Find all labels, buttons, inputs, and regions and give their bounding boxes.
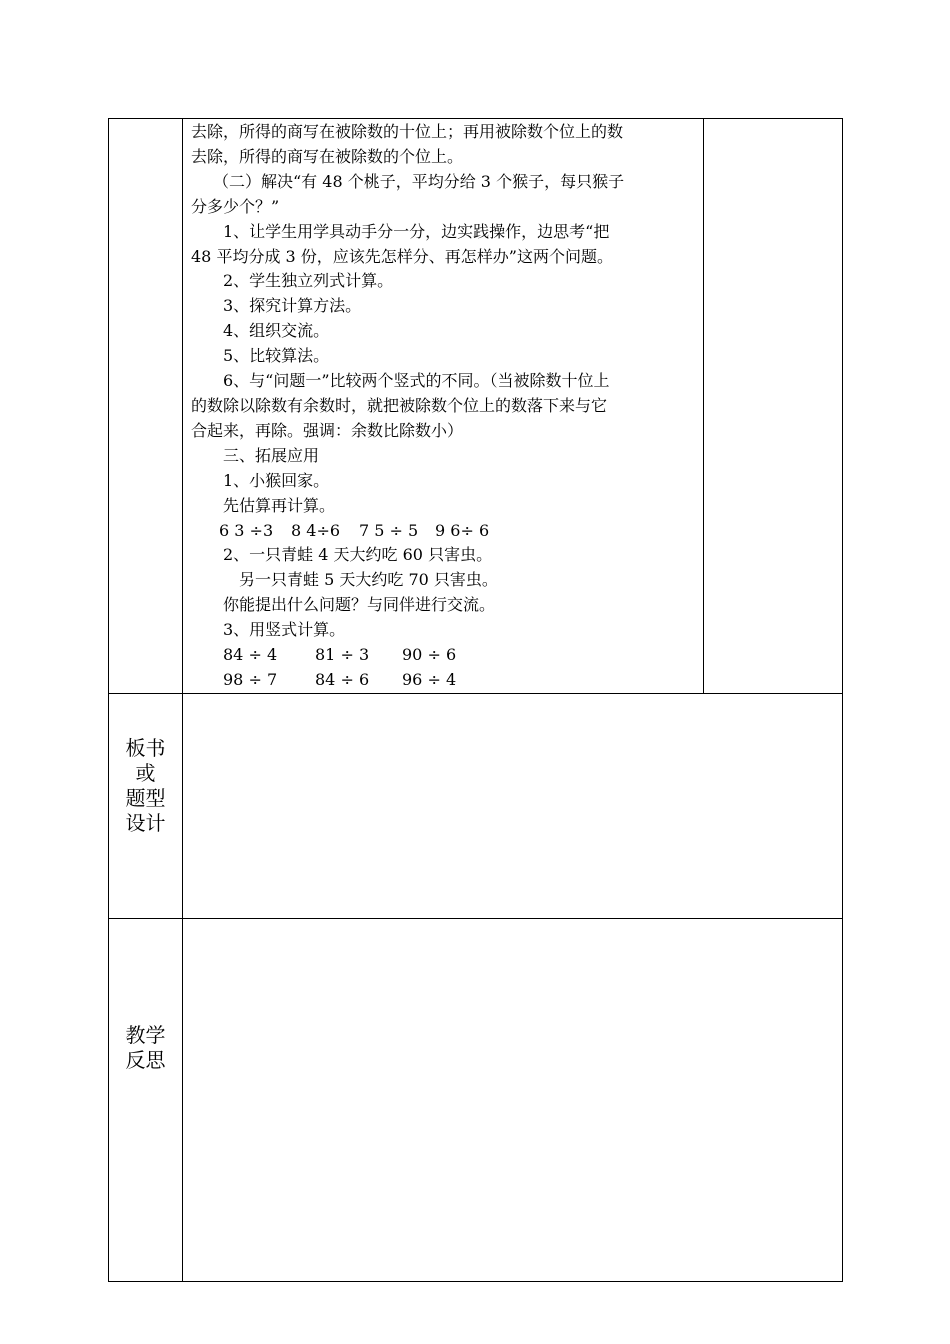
text-line: 去除，所得的商写在被除数的个位上。 xyxy=(191,146,464,166)
expression: 84 ÷ 6 xyxy=(315,669,370,689)
expression: 9 6÷ 6 xyxy=(435,520,490,540)
step-item: 3、探究计算方法。 xyxy=(223,296,362,316)
section-heading: （二）解决“有 48 个桃子，平均分给 3 个猴子，每只猴子 xyxy=(213,171,625,191)
expression: 6 3 ÷3 xyxy=(219,520,274,540)
expression: 98 ÷ 7 xyxy=(223,669,278,689)
step-item: 4、组织交流。 xyxy=(223,321,330,341)
step-item: 6、与“问题一”比较两个竖式的不同。（当被除数十位上 xyxy=(223,371,610,391)
text-line: 你能提出什么问题？与同伴进行交流。 xyxy=(223,595,496,615)
text-line: 另一只青蛙 5 天大约吃 70 只害虫。 xyxy=(239,570,498,590)
reflection-content xyxy=(183,918,843,1281)
expression: 8 4÷6 xyxy=(291,520,341,540)
content-row xyxy=(109,119,843,694)
text-line: 合起来，再除。强调：余数比除数小） xyxy=(191,420,464,440)
board-design-row xyxy=(109,693,843,918)
vertical-calc-row xyxy=(191,643,697,668)
text-line: 先估算再计算。 xyxy=(223,495,336,515)
board-design-content xyxy=(183,693,843,918)
reflection-row xyxy=(109,918,843,1281)
step-item: 5、比较算法。 xyxy=(223,346,330,366)
vertical-calc-row xyxy=(191,668,697,693)
text-line: 1、让学生用学具动手分一分，边实践操作，边思考“把 xyxy=(223,221,610,241)
content-label-cell xyxy=(109,119,183,694)
expression: 84 ÷ 4 xyxy=(223,645,278,665)
expression: 90 ÷ 6 xyxy=(402,645,457,665)
board-design-label xyxy=(109,693,183,918)
label-line: 教学 xyxy=(125,1022,166,1047)
label-line: 反思 xyxy=(125,1047,166,1072)
step-item: 2、学生独立列式计算。 xyxy=(223,271,394,291)
label-line: 板书 xyxy=(125,735,166,760)
text-line: 去除，所得的商写在被除数的十位上；再用被除数个位上的数 xyxy=(191,122,624,141)
content-note-cell xyxy=(704,119,843,694)
expression: 7 5 ÷ 5 xyxy=(359,520,419,540)
expression: 81 ÷ 3 xyxy=(315,645,370,665)
content-body-cell xyxy=(183,119,704,694)
step-item: 1、小猴回家。 xyxy=(223,470,330,490)
text-line: 的数除以除数有余数时，就把被除数个位上的数落下来与它 xyxy=(191,395,608,415)
estimate-expressions xyxy=(191,519,697,544)
reflection-label xyxy=(109,918,183,1281)
label-line: 设计 xyxy=(125,810,166,835)
step-item: 2、一只青蛙 4 天大约吃 60 只害虫。 xyxy=(223,545,493,565)
section-heading: 三、拓展应用 xyxy=(223,445,320,465)
text-line: 48 平均分成 3 份，应该先怎样分、再怎样办”这两个问题。 xyxy=(191,246,613,266)
step-item: 3、用竖式计算。 xyxy=(223,620,346,640)
expression: 96 ÷ 4 xyxy=(402,669,457,689)
text-line: 分多少个？” xyxy=(191,196,280,216)
label-line: 题型 xyxy=(125,785,166,810)
label-line: 或 xyxy=(135,760,156,785)
lesson-plan-table xyxy=(108,118,843,1282)
